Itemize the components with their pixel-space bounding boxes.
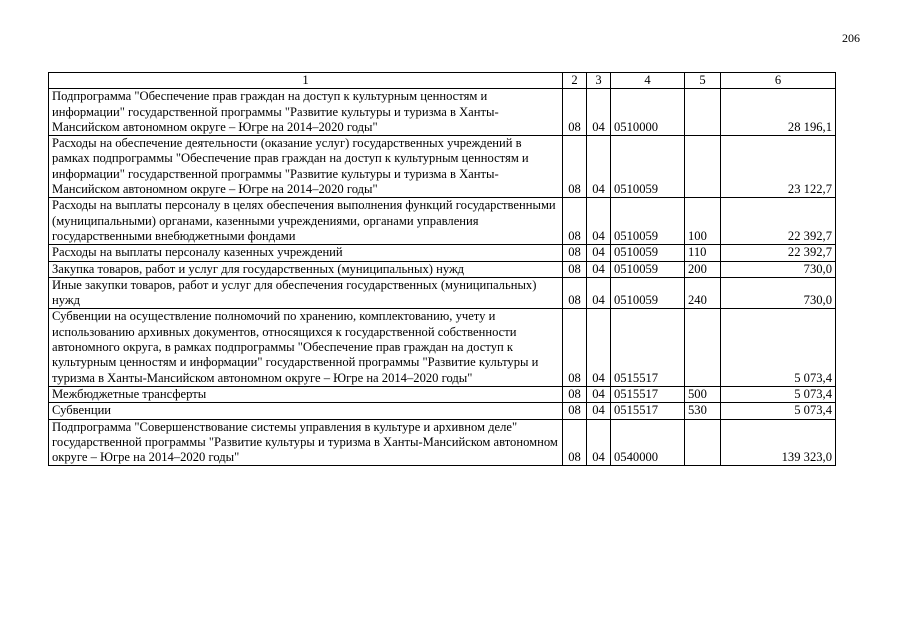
row-type-cell: 240 [685, 277, 721, 309]
row-article-cell: 0510000 [611, 89, 685, 136]
row-type-cell [685, 309, 721, 386]
column-header-5: 5 [685, 73, 721, 89]
row-section-cell: 08 [563, 309, 587, 386]
row-section-cell: 08 [563, 403, 587, 419]
row-sum-cell: 28 196,1 [721, 89, 836, 136]
row-article-cell: 0515517 [611, 309, 685, 386]
row-sum-cell: 5 073,4 [721, 386, 836, 402]
row-sum-cell: 23 122,7 [721, 136, 836, 198]
row-name-cell: Подпрограмма "Обеспечение прав граждан на доступ к культурным ценностям и информации" государственной программы "Развитие культуры и туризма в Ханты-Мансийском автономном округе – Югре на 2014–2020 годы" [49, 89, 563, 136]
row-name-cell: Расходы на выплаты персоналу в целях обеспечения выполнения функций государственными (муниципальными) органами, казенными учреждениями, органами управления государственными внебюджетными фондами [49, 198, 563, 245]
table-row [49, 386, 836, 402]
row-type-cell: 200 [685, 261, 721, 277]
row-section-cell: 08 [563, 277, 587, 309]
row-name-cell: Субвенции [49, 403, 563, 419]
row-type-cell [685, 419, 721, 466]
table-header-row [49, 73, 836, 89]
row-type-cell: 110 [685, 245, 721, 261]
row-subsection-cell: 04 [587, 198, 611, 245]
row-name-cell: Иные закупки товаров, работ и услуг для обеспечения государственных (муниципальных) нужд [49, 277, 563, 309]
table-row [49, 136, 836, 198]
row-name-cell: Закупка товаров, работ и услуг для государственных (муниципальных) нужд [49, 261, 563, 277]
row-section-cell: 08 [563, 245, 587, 261]
table-row [49, 89, 836, 136]
row-name-cell: Подпрограмма "Совершенствование системы управления в культуре и архивном деле" государственной программы "Развитие культуры и туризма в Ханты-Мансийском автономном округе – Югре на 2014–2020 годы" [49, 419, 563, 466]
table-row [49, 245, 836, 261]
row-article-cell: 0515517 [611, 386, 685, 402]
row-section-cell: 08 [563, 136, 587, 198]
table-row [49, 419, 836, 466]
row-section-cell: 08 [563, 261, 587, 277]
column-header-3: 3 [587, 73, 611, 89]
row-type-cell [685, 136, 721, 198]
row-subsection-cell: 04 [587, 136, 611, 198]
row-name-cell: Субвенции на осуществление полномочий по хранению, комплектованию, учету и использованию архивных документов, относящихся к государственной собственности автономного округа, в рамках подпрограммы "Обеспечение прав граждан на доступ к культурным ценностям и информации" государственной программы "Развитие культуры и туризма в Ханты-Мансийском автономном округе – Югре на 2014–2020 годы" [49, 309, 563, 386]
row-name-cell: Расходы на обеспечение деятельности (оказание услуг) государственных учреждений в рамках подпрограммы "Обеспечение прав граждан на доступ к культурным ценностям и информации" государственной программы "Развитие культуры и туризма в Ханты-Мансийском автономном округе – Югре на 2014–2020 годы" [49, 136, 563, 198]
row-type-cell: 500 [685, 386, 721, 402]
table-row [49, 403, 836, 419]
row-article-cell: 0510059 [611, 261, 685, 277]
column-header-4: 4 [611, 73, 685, 89]
table-row [49, 309, 836, 386]
row-article-cell: 0510059 [611, 198, 685, 245]
row-sum-cell: 730,0 [721, 277, 836, 309]
row-section-cell: 08 [563, 419, 587, 466]
row-article-cell: 0510059 [611, 245, 685, 261]
row-name-cell: Межбюджетные трансферты [49, 386, 563, 402]
row-article-cell: 0510059 [611, 277, 685, 309]
row-sum-cell: 139 323,0 [721, 419, 836, 466]
row-article-cell: 0510059 [611, 136, 685, 198]
row-subsection-cell: 04 [587, 309, 611, 386]
row-sum-cell: 730,0 [721, 261, 836, 277]
column-header-6: 6 [721, 73, 836, 89]
row-sum-cell: 22 392,7 [721, 245, 836, 261]
row-subsection-cell: 04 [587, 261, 611, 277]
row-subsection-cell: 04 [587, 89, 611, 136]
row-type-cell [685, 89, 721, 136]
table-row [49, 261, 836, 277]
budget-table [48, 72, 836, 466]
row-section-cell: 08 [563, 198, 587, 245]
row-article-cell: 0515517 [611, 403, 685, 419]
column-header-1: 1 [49, 73, 563, 89]
row-subsection-cell: 04 [587, 419, 611, 466]
row-type-cell: 100 [685, 198, 721, 245]
column-header-2: 2 [563, 73, 587, 89]
row-section-cell: 08 [563, 89, 587, 136]
row-section-cell: 08 [563, 386, 587, 402]
row-type-cell: 530 [685, 403, 721, 419]
row-sum-cell: 5 073,4 [721, 309, 836, 386]
row-sum-cell: 5 073,4 [721, 403, 836, 419]
row-name-cell: Расходы на выплаты персоналу казенных учреждений [49, 245, 563, 261]
table-row [49, 277, 836, 309]
row-subsection-cell: 04 [587, 277, 611, 309]
row-subsection-cell: 04 [587, 245, 611, 261]
row-article-cell: 0540000 [611, 419, 685, 466]
page-number: 206 [842, 31, 860, 45]
row-subsection-cell: 04 [587, 386, 611, 402]
row-subsection-cell: 04 [587, 403, 611, 419]
table-row [49, 198, 836, 245]
row-sum-cell: 22 392,7 [721, 198, 836, 245]
